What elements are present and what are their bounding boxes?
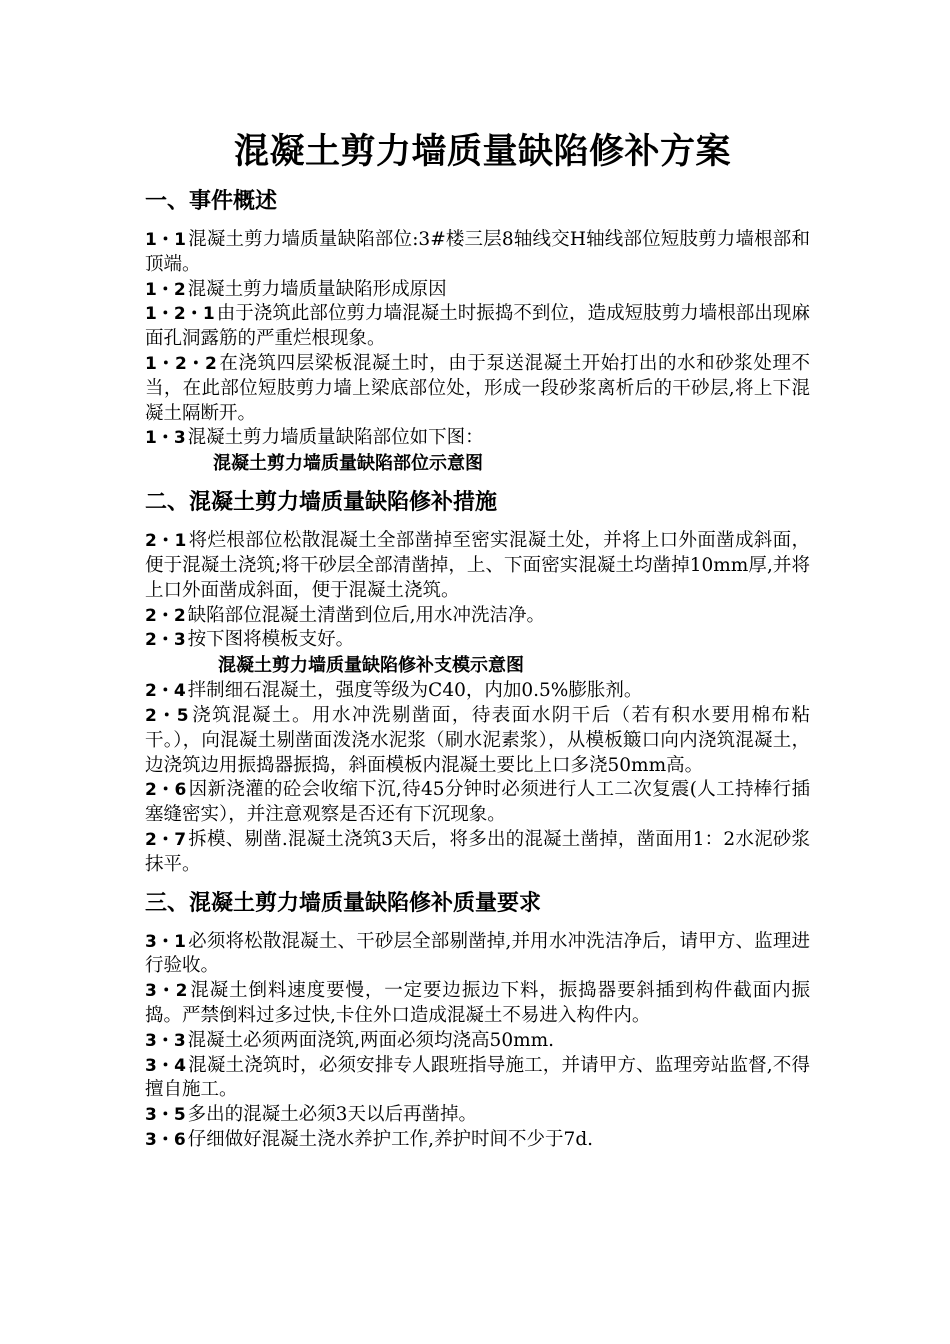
- item-number: 1・3: [145, 428, 186, 449]
- document-page: [145, 124, 810, 1153]
- item-text: 混凝土必须两面浇筑,两面必须均浇高50mm.: [187, 1029, 555, 1051]
- item-text: 在浇筑四层梁板混凝土时，由于泵送混凝土开始打出的水和砂浆处理不当，在此部位短肢剪力墙上梁底部位处，形成一段砂浆离析后的干砂层,将上下混凝土隔断开。: [145, 352, 810, 424]
- item-number: 3・4: [145, 1055, 186, 1076]
- paragraph-3-2: [145, 979, 810, 1029]
- paragraph-1-2-2: [145, 352, 810, 426]
- item-text: 必须将松散混凝土、干砂层全部剔凿掉,并用水冲洗洁净后，请甲方、监理进行验收。: [145, 930, 810, 977]
- item-number: 1・2・1: [145, 304, 215, 325]
- figure-caption-formwork: 混凝土剪力墙质量缺陷修补支模示意图: [218, 655, 524, 677]
- item-text: 将烂根部位松散混凝土全部凿掉至密实混凝土处，并将上口外面凿成斜面，便于混凝土浇筑;将干砂层全部清凿掉，上、下面密实混凝土均凿掉10mm厚,并将上口外面凿成斜面，便于混凝土浇筑。: [145, 530, 810, 601]
- item-number: 1・1: [145, 230, 186, 250]
- item-number: 3・1: [145, 931, 186, 952]
- item-text: 混凝土倒料速度要慢，一定要边振边下料，振捣器要斜插到构件截面内振捣。严禁倒料过多过快,卡住外口造成混凝土不易进入构件内。: [145, 980, 810, 1026]
- paragraph-3-4: [145, 1054, 810, 1104]
- paragraph-3-6: [145, 1128, 810, 1153]
- item-text: 缺陷部位混凝土清凿到位后,用水冲洗洁净。: [187, 604, 546, 626]
- paragraph-2-5: [145, 704, 810, 778]
- paragraph-2-7: [145, 828, 810, 878]
- item-text: 拌制细石混凝土，强度等级为C40，内加0.5%膨胀剂。: [187, 680, 643, 702]
- item-number: 3・3: [145, 1030, 186, 1051]
- item-number: 2・7: [145, 829, 187, 850]
- item-number: 2・4: [145, 681, 186, 702]
- section-heading-repair-measures: 二、混凝土剪力墙质量缺陷修补措施: [145, 490, 498, 516]
- paragraph-3-1: [145, 930, 810, 980]
- paragraph-2-1: [145, 529, 810, 603]
- item-text: 多出的混凝土必须3天以后再凿掉。: [187, 1104, 477, 1126]
- item-text: 混凝土剪力墙质量缺陷部位:3#楼三层8轴线交H轴线部位短肢剪力墙根部和顶端。: [145, 229, 810, 275]
- item-number: 3・2: [145, 981, 188, 1002]
- item-text: 混凝土剪力墙质量缺陷形成原因: [187, 278, 447, 300]
- item-number: 2・3: [145, 630, 186, 651]
- item-number: 2・5: [145, 705, 189, 726]
- paragraph-1-3: [145, 426, 810, 451]
- paragraph-1-1: [145, 228, 810, 278]
- paragraph-2-3: [145, 628, 810, 653]
- section-heading-overview: 一、事件概述: [145, 189, 278, 214]
- item-text: 拆模、剔凿.混凝土浇筑3天后，将多出的混凝土凿掉，凿面用1：2水泥砂浆抹平。: [145, 828, 810, 875]
- item-text: 混凝土浇筑时，必须安排专人跟班指导施工，并请甲方、监理旁站监督,不得擅自施工。: [145, 1054, 810, 1101]
- paragraph-3-3: [145, 1029, 810, 1054]
- item-text: 因新浇灌的砼会收缩下沉,待45分钟时必须进行人工二次复震(人工持棒行插塞缝密实），并注意观察是否还有下沉现象。: [145, 779, 810, 826]
- section-heading-quality-requirements: 三、混凝土剪力墙质量缺陷修补质量要求: [145, 890, 542, 916]
- paragraph-2-4: [145, 679, 810, 704]
- paragraph-3-5: [145, 1103, 810, 1128]
- document-title: 混凝土剪力墙质量缺陷修补方案: [233, 132, 731, 172]
- item-text: 仔细做好混凝土浇水养护工作,养护时间不少于7d.: [187, 1128, 594, 1150]
- item-number: 3・6: [145, 1129, 186, 1150]
- figure-caption-defect-location: 混凝土剪力墙质量缺陷部位示意图: [213, 453, 483, 475]
- item-text: 混凝土剪力墙质量缺陷部位如下图：: [187, 427, 484, 449]
- item-number: 2・6: [145, 780, 187, 801]
- item-text: 按下图将模板支好。: [187, 629, 355, 651]
- item-text: 浇筑混凝土。用水冲洗剔凿面，待表面水阴干后（若有积水要用棉布粘干。），向混凝土剔凿面泼浇水泥浆（刷水泥素浆），从模板簸口向内浇筑混凝土，边浇筑边用振捣器振捣，斜面模板内混凝土要比上口多浇50mm高。: [145, 704, 810, 776]
- item-number: 1・2: [145, 279, 186, 300]
- paragraph-2-2: [145, 604, 810, 629]
- item-number: 2・1: [145, 531, 187, 552]
- item-number: 3・5: [145, 1105, 186, 1126]
- item-text: 由于浇筑此部位剪力墙混凝土时振捣不到位，造成短肢剪力墙根部出现麻面孔洞露筋的严重烂根现象。: [145, 303, 810, 350]
- item-number: 1・2・2: [145, 353, 217, 374]
- paragraph-1-2: [145, 278, 810, 303]
- paragraph-1-2-1: [145, 302, 810, 352]
- paragraph-2-6: [145, 778, 810, 828]
- item-number: 2・2: [145, 605, 186, 626]
